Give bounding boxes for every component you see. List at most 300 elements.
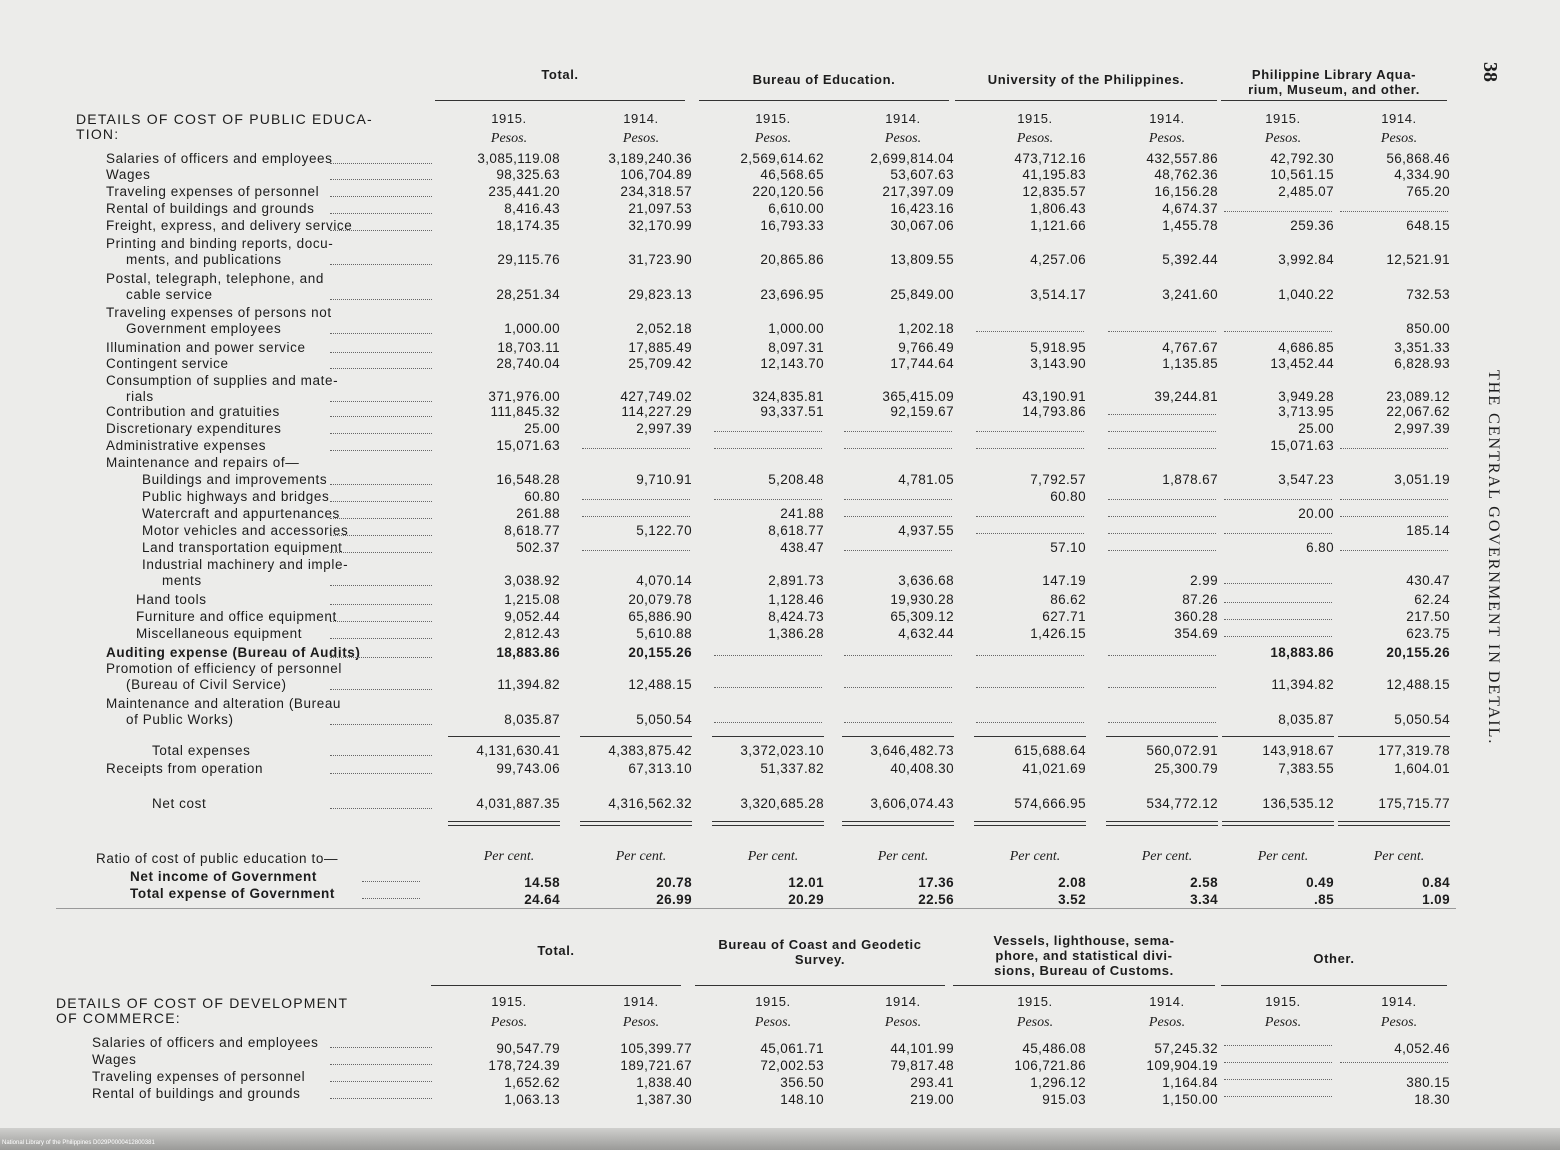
- table-cell: 178,724.39: [488, 1058, 560, 1073]
- table-cell: 765.20: [1406, 184, 1450, 199]
- empty-cell-dash: [582, 550, 690, 551]
- table-cell: 2,699,814.04: [870, 151, 954, 166]
- table-cell: 1,386.28: [768, 626, 824, 641]
- row-label: Discretionary expenditures: [106, 421, 282, 436]
- row-label: Industrial machinery and imple-: [142, 557, 349, 572]
- table-cell: 217,397.09: [882, 184, 954, 199]
- empty-cell-dash: [1224, 583, 1332, 584]
- empty-cell-dash: [582, 499, 690, 500]
- empty-cell-dash: [844, 499, 952, 500]
- leader-dots: [330, 264, 432, 265]
- table-cell: 3,051.19: [1394, 472, 1450, 487]
- table-cell: 41,195.83: [1022, 167, 1086, 182]
- table-cell: 53,607.63: [890, 167, 954, 182]
- running-title: THE CENTRAL GOVERNMENT IN DETAIL.: [1485, 370, 1502, 746]
- year-header: 1915.: [1017, 994, 1053, 1009]
- table-cell: 1,000.00: [504, 321, 560, 336]
- table-cell: 235,441.20: [488, 184, 560, 199]
- row-label: Traveling expenses of personnel: [106, 184, 320, 199]
- empty-cell-dash: [1340, 211, 1448, 212]
- empty-cell-dash: [976, 431, 1084, 432]
- ratio-cell: 14.58: [524, 875, 560, 890]
- table-cell: 380.15: [1406, 1075, 1450, 1090]
- table-cell: 9,052.44: [504, 609, 560, 624]
- year-header: 1914.: [885, 111, 921, 126]
- row-label: Contingent service: [106, 356, 229, 371]
- table-cell: 293.41: [910, 1075, 954, 1090]
- table-cell: 427,749.02: [620, 389, 692, 404]
- table-cell: 1,838.40: [636, 1075, 692, 1090]
- empty-cell-dash: [1224, 619, 1332, 620]
- table-cell: 19,930.28: [890, 592, 954, 607]
- leader-dots: [330, 585, 432, 586]
- sum-rule: [1338, 821, 1450, 822]
- column-group-header: Total.: [541, 67, 579, 82]
- table-cell: 12,488.15: [628, 677, 692, 692]
- ratio-cell: 26.99: [656, 892, 692, 907]
- row-label: Buildings and improvements: [142, 472, 328, 487]
- table-cell: 3,606,074.43: [870, 796, 954, 811]
- ratio-cell: 17.36: [918, 875, 954, 890]
- empty-cell-dash: [1340, 516, 1448, 517]
- table-cell: 1,150.00: [1162, 1092, 1218, 1107]
- table-cell: 1,652.62: [504, 1075, 560, 1090]
- table-cell: 18,883.86: [496, 645, 560, 660]
- row-label: Postal, telegraph, telephone, and: [106, 271, 324, 286]
- empty-cell-dash: [976, 687, 1084, 688]
- leader-dots: [330, 416, 432, 417]
- row-label: Rental of buildings and grounds: [106, 201, 315, 216]
- leader-dots: [330, 299, 432, 300]
- year-header: 1914.: [1149, 111, 1185, 126]
- table-cell: 4,070.14: [636, 573, 692, 588]
- year-header: 1915.: [755, 111, 791, 126]
- table-cell: 18,174.35: [496, 218, 560, 233]
- table-cell: 8,035.87: [1278, 712, 1334, 727]
- table-cell: 92,159.67: [890, 404, 954, 419]
- empty-cell-dash: [1108, 655, 1216, 656]
- column-group-brace: [431, 985, 681, 986]
- table-cell: 534,772.12: [1146, 796, 1218, 811]
- column-group-brace: [435, 100, 685, 101]
- ratio-row-label: Net income of Government: [130, 869, 317, 884]
- row-label: Public highways and bridges: [142, 489, 330, 504]
- empty-cell-dash: [976, 533, 1084, 534]
- row-label: Wages: [92, 1052, 137, 1067]
- table-cell: 1,000.00: [768, 321, 824, 336]
- table-cell: 109,904.19: [1146, 1058, 1218, 1073]
- table-cell: 732.53: [1406, 287, 1450, 302]
- table-cell: 23,696.95: [760, 287, 824, 302]
- table-cell: 22,067.62: [1386, 404, 1450, 419]
- ratio-cell: 12.01: [788, 875, 824, 890]
- leader-dots: [330, 808, 432, 809]
- empty-cell-dash: [1224, 533, 1332, 534]
- row-label: ments, and publications: [126, 252, 282, 267]
- row-label: Motor vehicles and accessories: [142, 523, 349, 538]
- empty-cell-dash: [582, 516, 690, 517]
- table-cell: 2,812.43: [504, 626, 560, 641]
- sum-rule: [580, 825, 692, 826]
- leader-dots: [330, 773, 432, 774]
- table-cell: 185.14: [1406, 523, 1450, 538]
- row-label: ments: [162, 573, 202, 588]
- table-cell: 2,052.18: [636, 321, 692, 336]
- row-label: Promotion of efficiency of personnel: [106, 661, 342, 676]
- row-label: Maintenance and alteration (Bureau: [106, 696, 342, 711]
- leader-dots: [362, 881, 420, 882]
- table-cell: 3,320,685.28: [740, 796, 824, 811]
- year-header: 1915.: [491, 994, 527, 1009]
- table-cell: 177,319.78: [1378, 743, 1450, 758]
- scan-footer-text: National Library of the Philippines D029P0000412800381: [2, 1140, 155, 1146]
- table-cell: 106,704.89: [620, 167, 692, 182]
- year-header: 1915.: [1265, 994, 1301, 1009]
- table-cell: 1,387.30: [636, 1092, 692, 1107]
- table-cell: 473,712.16: [1014, 151, 1086, 166]
- table-cell: 15,071.63: [496, 438, 560, 453]
- table-cell: 7,792.57: [1030, 472, 1086, 487]
- table-cell: 3,143.90: [1030, 356, 1086, 371]
- table-cell: 17,885.49: [628, 340, 692, 355]
- ratio-row-label: Total expense of Government: [130, 886, 335, 901]
- table-cell: 4,257.06: [1030, 252, 1086, 267]
- table-cell: 65,886.90: [628, 609, 692, 624]
- table-cell: 60.80: [1050, 489, 1086, 504]
- empty-cell-dash: [714, 687, 822, 688]
- row-label: Land transportation equipment: [142, 540, 343, 555]
- unit-label: Pesos.: [490, 1015, 528, 1030]
- table-cell: 1,202.18: [898, 321, 954, 336]
- empty-cell-dash: [1108, 516, 1216, 517]
- table-cell: 51,337.82: [760, 761, 824, 776]
- table-cell: 57.10: [1050, 540, 1086, 555]
- row-label: Contribution and gratuities: [106, 404, 280, 419]
- leader-dots: [330, 368, 432, 369]
- sum-rule: [842, 736, 954, 737]
- table-cell: 72,002.53: [760, 1058, 824, 1073]
- unit-label: Per cent.: [1009, 849, 1061, 864]
- unit-label: Per cent.: [1373, 849, 1425, 864]
- sum-rule: [974, 825, 1086, 826]
- empty-cell-dash: [1108, 431, 1216, 432]
- empty-cell-dash: [1224, 602, 1332, 603]
- table-cell: 3,241.60: [1162, 287, 1218, 302]
- unit-label: Pesos.: [1380, 131, 1418, 146]
- ratio-cell: 20.78: [656, 875, 692, 890]
- empty-cell-dash: [714, 431, 822, 432]
- unit-label: Pesos.: [884, 1015, 922, 1030]
- table-cell: 20,155.26: [628, 645, 692, 660]
- table-cell: 4,383,875.42: [608, 743, 692, 758]
- table-cell: 12,835.57: [1022, 184, 1086, 199]
- empty-cell-dash: [844, 448, 952, 449]
- row-label: of Public Works): [126, 712, 234, 727]
- empty-cell-dash: [1224, 1096, 1332, 1097]
- empty-cell-dash: [1224, 1079, 1332, 1080]
- table-cell: 9,710.91: [636, 472, 692, 487]
- table-cell: 2,891.73: [768, 573, 824, 588]
- table-cell: 99,743.06: [496, 761, 560, 776]
- row-label: Receipts from operation: [106, 761, 264, 776]
- empty-cell-dash: [1224, 636, 1332, 637]
- row-label: Salaries of officers and employees: [106, 151, 333, 166]
- table-cell: 62.24: [1414, 592, 1450, 607]
- table-cell: 41,021.69: [1022, 761, 1086, 776]
- unit-label: Pesos.: [884, 131, 922, 146]
- empty-cell-dash: [1108, 331, 1216, 332]
- empty-cell-dash: [1108, 533, 1216, 534]
- column-group-brace: [1221, 100, 1447, 101]
- table-cell: 365,415.09: [882, 389, 954, 404]
- sum-rule: [580, 736, 692, 737]
- ratio-heading: Ratio of cost of public education to—: [96, 851, 339, 866]
- column-group-brace: [699, 100, 949, 101]
- column-group-header: Bureau of Education.: [752, 72, 896, 87]
- table-cell: 4,316,562.32: [608, 796, 692, 811]
- table-cell: 87.26: [1182, 592, 1218, 607]
- empty-cell-dash: [1340, 550, 1448, 551]
- table-cell: 16,423.16: [890, 201, 954, 216]
- table-cell: 17,744.64: [890, 356, 954, 371]
- unit-label: Per cent.: [747, 849, 799, 864]
- table-cell: 29,823.13: [628, 287, 692, 302]
- table-cell: 12,488.15: [1386, 677, 1450, 692]
- sum-rule: [448, 736, 560, 737]
- sum-rule: [1338, 736, 1450, 737]
- table-cell: 4,334.90: [1394, 167, 1450, 182]
- empty-cell-dash: [1224, 1062, 1332, 1063]
- sum-rule: [580, 821, 692, 822]
- leader-dots: [330, 484, 432, 485]
- leader-dots: [330, 724, 432, 725]
- year-header: 1914.: [1381, 994, 1417, 1009]
- sum-rule: [1222, 736, 1334, 737]
- row-label: Wages: [106, 167, 151, 182]
- section-title-line: OF COMMERCE:: [56, 1010, 181, 1026]
- table-cell: 98,325.63: [496, 167, 560, 182]
- leader-dots: [330, 179, 432, 180]
- leader-dots: [362, 898, 420, 899]
- table-cell: 67,313.10: [628, 761, 692, 776]
- table-cell: 16,793.33: [760, 218, 824, 233]
- table-cell: 5,610.88: [636, 626, 692, 641]
- table-cell: 5,050.54: [636, 712, 692, 727]
- empty-cell-dash: [714, 448, 822, 449]
- column-group-header: University of the Philippines.: [987, 72, 1185, 87]
- table-cell: 1,878.67: [1162, 472, 1218, 487]
- leader-dots: [330, 689, 432, 690]
- table-cell: 136,535.12: [1262, 796, 1334, 811]
- table-cell: 4,052.46: [1394, 1041, 1450, 1056]
- table-cell: 5,050.54: [1394, 712, 1450, 727]
- row-label: Furniture and office equipment: [136, 609, 337, 624]
- year-header: 1914.: [1149, 994, 1185, 1009]
- empty-cell-dash: [1108, 550, 1216, 551]
- table-cell: 189,721.67: [620, 1058, 692, 1073]
- empty-cell-dash: [1108, 722, 1216, 723]
- unit-label: Pesos.: [1016, 1015, 1054, 1030]
- table-cell: 143,918.67: [1262, 743, 1334, 758]
- row-label: rials: [126, 389, 154, 404]
- empty-cell-dash: [1108, 687, 1216, 688]
- row-label: Traveling expenses of persons not: [106, 305, 332, 320]
- sum-rule: [1106, 825, 1218, 826]
- row-label: Net cost: [152, 796, 207, 811]
- table-cell: 18.30: [1414, 1092, 1450, 1107]
- row-label: Hand tools: [136, 592, 207, 607]
- table-cell: 432,557.86: [1146, 151, 1218, 166]
- empty-cell-dash: [1108, 414, 1216, 415]
- table-cell: 3,992.84: [1278, 252, 1334, 267]
- empty-cell-dash: [1224, 499, 1332, 500]
- table-cell: 39,244.81: [1154, 389, 1218, 404]
- ratio-cell: 22.56: [918, 892, 954, 907]
- unit-label: Per cent.: [877, 849, 929, 864]
- empty-cell-dash: [1224, 211, 1332, 212]
- table-cell: 241.88: [780, 506, 824, 521]
- table-cell: 259.36: [1290, 218, 1334, 233]
- table-cell: 12,143.70: [760, 356, 824, 371]
- leader-dots: [330, 755, 432, 756]
- leader-dots: [330, 657, 432, 658]
- table-cell: 5,122.70: [636, 523, 692, 538]
- table-cell: 8,416.43: [504, 201, 560, 216]
- column-group-header: Total.: [537, 943, 575, 958]
- unit-label: Pesos.: [1380, 1015, 1418, 1030]
- leader-dots: [330, 1047, 432, 1048]
- row-label: (Bureau of Civil Service): [126, 677, 287, 692]
- scan-footer-strip: [0, 1128, 1560, 1150]
- column-group-brace: [1221, 985, 1447, 986]
- table-cell: 23,089.12: [1386, 389, 1450, 404]
- table-cell: 46,568.65: [760, 167, 824, 182]
- table-cell: 57,245.32: [1154, 1041, 1218, 1056]
- ratio-cell: 0.84: [1422, 875, 1450, 890]
- table-cell: 1,426.15: [1030, 626, 1086, 641]
- unit-label: Per cent.: [1141, 849, 1193, 864]
- table-cell: 20,865.86: [760, 252, 824, 267]
- year-header: 1915.: [755, 994, 791, 1009]
- empty-cell-dash: [714, 722, 822, 723]
- table-cell: 105,399.77: [620, 1041, 692, 1056]
- table-cell: 3,038.92: [504, 573, 560, 588]
- column-group-header: Bureau of Coast and Geodetic: [718, 937, 922, 952]
- table-cell: 25.00: [1298, 421, 1334, 436]
- table-cell: 3,547.23: [1278, 472, 1334, 487]
- table-cell: 1,806.43: [1030, 201, 1086, 216]
- table-cell: 1,135.85: [1162, 356, 1218, 371]
- table-cell: 8,618.77: [504, 523, 560, 538]
- table-cell: 25,849.00: [890, 287, 954, 302]
- section-divider: [56, 908, 1456, 909]
- year-header: 1915.: [1265, 111, 1301, 126]
- table-cell: 45,061.71: [760, 1041, 824, 1056]
- table-cell: 48,762.36: [1154, 167, 1218, 182]
- unit-label: Pesos.: [754, 1015, 792, 1030]
- table-cell: 5,208.48: [768, 472, 824, 487]
- table-cell: 220,120.56: [752, 184, 824, 199]
- ratio-cell: 20.29: [788, 892, 824, 907]
- table-cell: 106,721.86: [1014, 1058, 1086, 1073]
- leader-dots: [330, 501, 432, 502]
- table-cell: 3,514.17: [1030, 287, 1086, 302]
- leader-dots: [330, 163, 432, 164]
- table-cell: 20,079.78: [628, 592, 692, 607]
- column-group-header: rium, Museum, and other.: [1248, 82, 1420, 97]
- table-cell: 615,688.64: [1014, 743, 1086, 758]
- column-group-header: Vessels, lighthouse, sema-: [993, 933, 1175, 948]
- table-cell: 40,408.30: [890, 761, 954, 776]
- table-cell: 32,170.99: [628, 218, 692, 233]
- table-cell: 111,845.32: [490, 404, 560, 419]
- table-cell: 1,063.13: [504, 1092, 560, 1107]
- table-cell: 574,666.95: [1014, 796, 1086, 811]
- table-cell: 850.00: [1406, 321, 1450, 336]
- leader-dots: [330, 230, 432, 231]
- table-cell: 3,636.68: [898, 573, 954, 588]
- empty-cell-dash: [976, 331, 1084, 332]
- empty-cell-dash: [976, 655, 1084, 656]
- table-cell: 30,067.06: [890, 218, 954, 233]
- table-cell: 11,394.82: [497, 677, 560, 692]
- table-cell: 1,121.66: [1030, 218, 1086, 233]
- leader-dots: [330, 638, 432, 639]
- ratio-cell: 3.52: [1058, 892, 1086, 907]
- table-cell: 1,215.08: [504, 592, 560, 607]
- table-cell: 2,485.07: [1278, 184, 1334, 199]
- table-cell: 4,937.55: [898, 523, 954, 538]
- empty-cell-dash: [1340, 1062, 1448, 1063]
- table-cell: 93,337.51: [760, 404, 824, 419]
- leader-dots: [330, 518, 432, 519]
- table-cell: 8,035.87: [504, 712, 560, 727]
- table-cell: 3,351.33: [1394, 340, 1450, 355]
- table-cell: 1,604.01: [1394, 761, 1450, 776]
- table-cell: 13,452.44: [1270, 356, 1334, 371]
- leader-dots: [330, 535, 432, 536]
- empty-cell-dash: [1224, 331, 1332, 332]
- table-cell: 1,296.12: [1030, 1075, 1086, 1090]
- empty-cell-dash: [1224, 1045, 1332, 1046]
- table-cell: 18,883.86: [1270, 645, 1334, 660]
- table-cell: 16,156.28: [1154, 184, 1218, 199]
- table-cell: 5,918.95: [1030, 340, 1086, 355]
- table-cell: 147.19: [1042, 573, 1086, 588]
- unit-label: Pesos.: [1264, 1015, 1302, 1030]
- table-cell: 1,455.78: [1162, 218, 1218, 233]
- year-header: 1915.: [491, 111, 527, 126]
- row-label: Maintenance and repairs of—: [106, 455, 300, 470]
- table-cell: 438.47: [780, 540, 824, 555]
- table-cell: 4,781.05: [898, 472, 954, 487]
- table-cell: 6,610.00: [768, 201, 824, 216]
- row-label: Consumption of supplies and mate-: [106, 373, 339, 388]
- table-cell: 502.37: [516, 540, 560, 555]
- row-label: Government employees: [126, 321, 282, 336]
- table-cell: 3,949.28: [1278, 389, 1334, 404]
- empty-cell-dash: [844, 655, 952, 656]
- row-label: Printing and binding reports, docu-: [106, 236, 334, 251]
- table-cell: 44,101.99: [890, 1041, 954, 1056]
- table-cell: 25,300.79: [1154, 761, 1218, 776]
- row-label: Traveling expenses of personnel: [92, 1069, 306, 1084]
- table-cell: 28,251.34: [496, 287, 560, 302]
- table-cell: 8,097.31: [768, 340, 824, 355]
- table-cell: 9,766.49: [898, 340, 954, 355]
- table-cell: 18,703.11: [497, 340, 560, 355]
- table-cell: 354.69: [1174, 626, 1218, 641]
